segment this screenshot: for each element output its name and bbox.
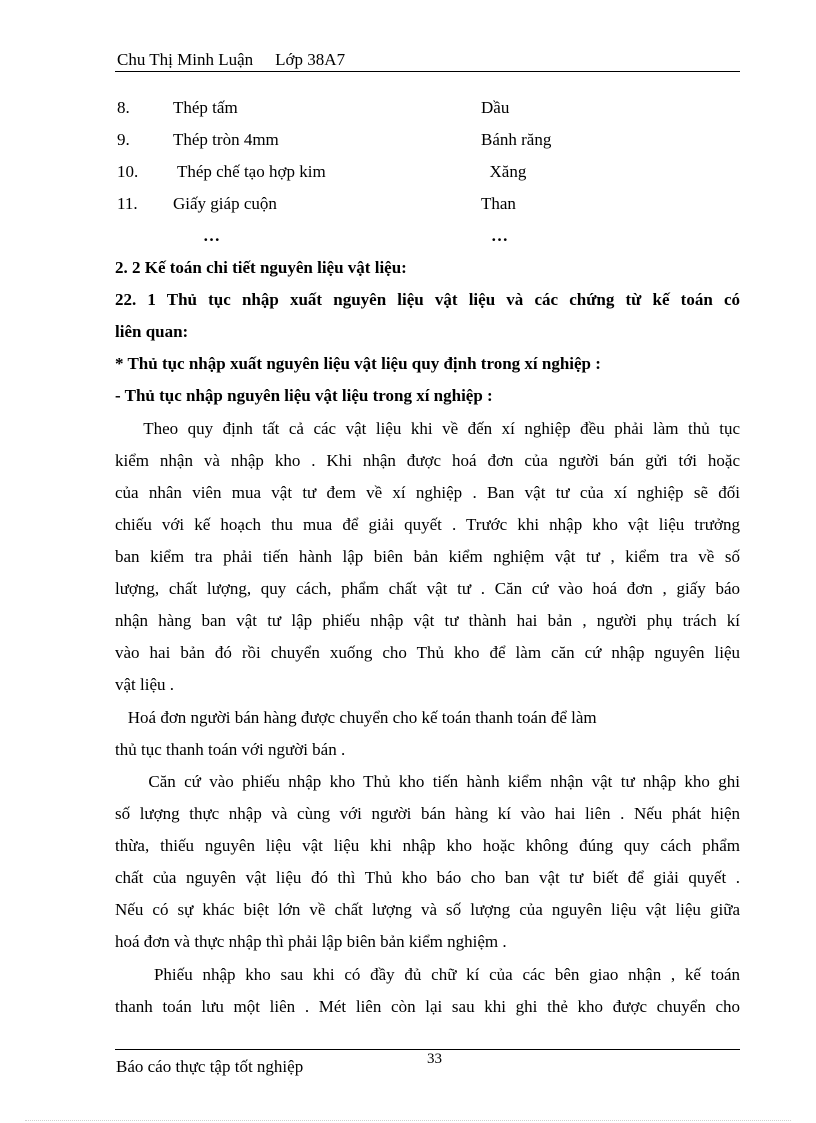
- ellipsis-left: …: [203, 226, 220, 245]
- paragraph-line: thủ tục thanh toán với người bán .: [115, 740, 346, 759]
- list-item-left: Thép tròn 4mm: [173, 130, 279, 149]
- paragraph-line: Hoá đơn người bán hàng được chuyển cho kế toán thanh toán để làm: [115, 708, 597, 727]
- author-name: Chu Thị Minh Luận: [117, 50, 254, 69]
- footer-rule: [115, 1049, 740, 1050]
- paragraph-line: Căn cứ vào phiếu nhập kho Thủ kho tiến hành kiểm nhận vật tư nhập kho ghi: [115, 772, 740, 791]
- footer-title: Báo cáo thực tập tốt nghiệp: [116, 1057, 304, 1076]
- list-item-number: 11.: [117, 194, 138, 213]
- paragraph-line: thừa, thiếu nguyên liệu vật liệu khi nhập kho hoặc không đúng quy cách phẩm: [115, 836, 740, 855]
- paragraph-line: kiểm nhận và nhập kho . Khi nhận được hoá đơn của người bán gửi tới hoặc: [115, 451, 740, 470]
- list-item-left: Thép chế tạo hợp kim: [173, 162, 326, 181]
- page-edge-divider: [25, 1120, 791, 1121]
- class-label: Lớp 38A7: [275, 50, 346, 69]
- list-item-number: 8.: [117, 98, 130, 117]
- subheading-procedure: * Thủ tục nhập xuất nguyên liệu vật liệu quy định trong xí nghiệp :: [115, 354, 601, 373]
- list-item-right: Dầu: [481, 98, 510, 117]
- paragraph-line: Nếu có sự khác biệt lớn về chất lượng và số lượng của nguyên liệu vật liệu giữa: [115, 900, 740, 919]
- list-item-left: Giấy giáp cuộn: [173, 194, 277, 213]
- list-item-number: 9.: [117, 130, 130, 149]
- paragraph-line: lượng, chất lượng, quy cách, phẩm chất vật tư . Căn cứ vào hoá đơn , giấy báo: [115, 579, 740, 598]
- header-rule: [115, 71, 740, 72]
- ellipsis-right: …: [491, 226, 508, 245]
- paragraph-line: Theo quy định tất cả các vật liệu khi về đến xí nghiệp đều phải làm thủ tục: [115, 419, 740, 438]
- paragraph-line: ban kiểm tra phải tiến hành lập biên bản kiểm nghiệm vật tư , kiểm tra về số: [115, 547, 740, 566]
- paragraph-line: Phiếu nhập kho sau khi có đầy đủ chữ kí của các bên giao nhận , kế toán: [115, 965, 740, 984]
- list-item-number: 10.: [117, 162, 139, 181]
- paragraph-line: của nhân viên mua vật tư đem về xí nghiệp . Ban vật tư của xí nghiệp sẽ đối: [115, 483, 740, 502]
- list-item-left: Thép tấm: [173, 98, 238, 117]
- paragraph-line: hoá đơn và thực nhập thì phải lập biên bản kiểm nghiệm .: [115, 932, 507, 951]
- list-item-right: Xăng: [481, 162, 527, 181]
- paragraph-line: vào hai bản đó rồi chuyển xuống cho Thủ kho để làm căn cứ nhập nguyên liệu: [115, 643, 740, 662]
- paragraph-line: chiếu với kế hoạch thu mua để giải quyết . Trước khi nhập kho vật liệu trưởng: [115, 515, 740, 534]
- section-heading-2-2: 2. 2 Kế toán chi tiết nguyên liệu vật liệu:: [115, 258, 407, 277]
- page-header: [117, 50, 345, 70]
- subheading-import-procedure: - Thủ tục nhập nguyên liệu vật liệu trong xí nghiệp :: [115, 386, 493, 405]
- section-heading-22-1: 22. 1 Thủ tục nhập xuất nguyên liệu vật liệu và các chứng từ kế toán có: [115, 290, 740, 309]
- list-item-right: Than: [481, 194, 516, 213]
- section-heading-22-1-cont: liên quan:: [115, 322, 189, 341]
- paragraph-line: vật liệu .: [115, 675, 175, 694]
- page-number: 33: [427, 1051, 442, 1067]
- list-item-right: Bánh răng: [481, 130, 552, 149]
- paragraph-line: số lượng thực nhập và cùng với người bán hàng kí vào hai liên . Nếu phát hiện: [115, 804, 740, 823]
- paragraph-line: thanh toán lưu một liên . Mét liên còn lại sau khi ghi thẻ kho được chuyển cho: [115, 997, 740, 1016]
- paragraph-line: chất của nguyên vật liệu đó thì Thủ kho báo cho ban vật tư biết để giải quyết .: [115, 868, 740, 887]
- paragraph-line: nhận hàng ban vật tư lập phiếu nhập vật tư thành hai bản , người phụ trách kí: [115, 611, 740, 630]
